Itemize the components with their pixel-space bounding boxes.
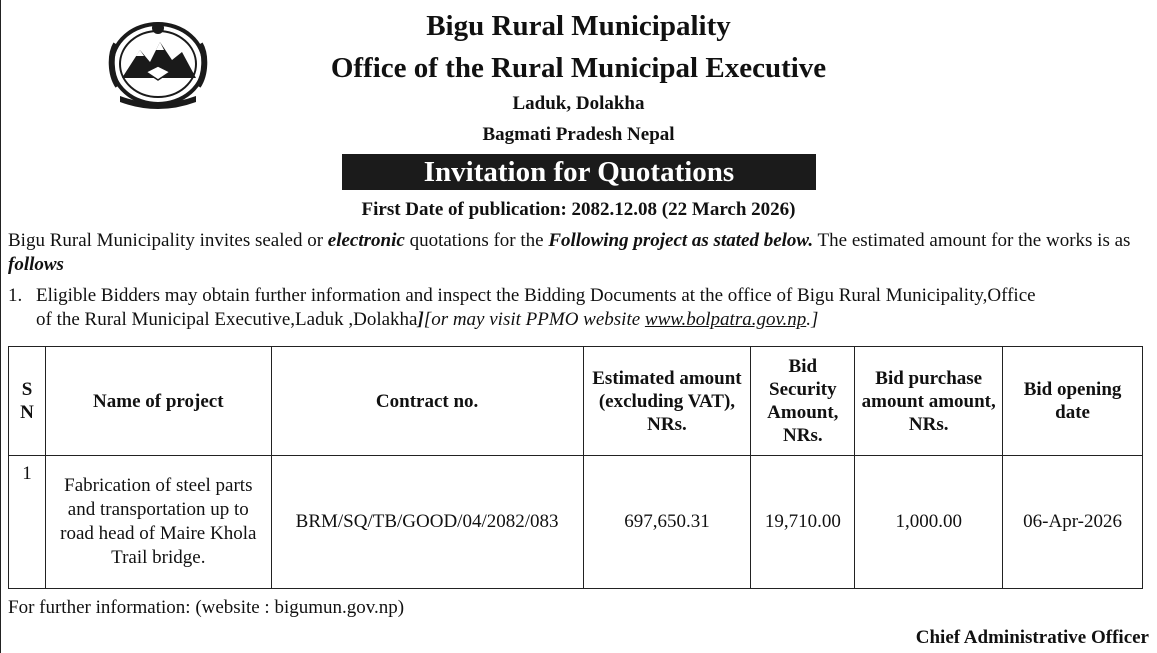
point-number: 1. [8, 285, 23, 306]
table-header-row [9, 347, 1143, 456]
point-text-line-2 [8, 308, 1153, 332]
publication-date: First Date of publication: 2082.12.08 (22 March 2026) [361, 199, 796, 220]
further-information: For further information: (website : bigumun.gov.np) [8, 597, 405, 618]
point-text-2a: of the Rural Municipal Executive,Laduk ,Dolakha [36, 309, 418, 330]
cell-purchase: 1,000.00 [855, 456, 1003, 589]
point-text-2d: .] [806, 309, 819, 330]
header-opening-date: Bid opening date [1003, 347, 1143, 456]
address-line-1: Laduk, Dolakha [512, 93, 645, 114]
instruction-point-1 [8, 284, 1153, 332]
cell-project: Fabrication of steel parts and transportation up to road head of Maire Khola Trail bridge. [45, 456, 271, 589]
bid-table [8, 346, 1143, 589]
cell-sn: 1 [9, 456, 46, 589]
intro-text-1: Bigu Rural Municipality invites sealed or [8, 230, 328, 251]
intro-paragraph [8, 229, 1153, 277]
cell-security: 19,710.00 [751, 456, 855, 589]
point-text-2b: ] [417, 309, 424, 330]
header-sn: S N [9, 347, 46, 456]
signatory-title: Chief Administrative Officer [915, 627, 1149, 648]
point-text-line-1: Eligible Bidders may obtain further information and inspect the Bidding Documents at the office of Bigu Rural Municipality,Office [36, 285, 1036, 306]
table-row [9, 456, 1143, 589]
intro-text-5: The estimated amount for the works is as [813, 230, 1131, 251]
intro-text-4: Following project as stated below. [548, 230, 814, 251]
header-contract: Contract no. [271, 347, 583, 456]
office-title: Office of the Rural Municipal Executive [330, 52, 827, 84]
header-project: Name of project [45, 347, 271, 456]
header-bid-security: Bid Security Amount, NRs. [751, 347, 855, 456]
intro-text-2: electronic [327, 230, 405, 251]
point-text-2c: [or may visit PPMO website [423, 309, 645, 330]
municipality-title: Bigu Rural Municipality [426, 10, 731, 42]
header-bid-purchase: Bid purchase amount amount, NRs. [855, 347, 1003, 456]
address-line-2: Bagmati Pradesh Nepal [482, 124, 675, 145]
cell-contract: BRM/SQ/TB/GOOD/04/2082/083 [271, 456, 583, 589]
ppmo-website-link[interactable]: www.bolpatra.gov.np [644, 309, 807, 330]
cell-estimated: 697,650.31 [583, 456, 751, 589]
header-estimated-amount: Estimated amount (excluding VAT), NRs. [583, 347, 751, 456]
intro-text-6: follows [8, 254, 64, 275]
cell-opening: 06-Apr-2026 [1003, 456, 1143, 589]
intro-text-3: quotations for the [404, 230, 549, 251]
notice-banner-title: Invitation for Quotations [342, 154, 816, 190]
